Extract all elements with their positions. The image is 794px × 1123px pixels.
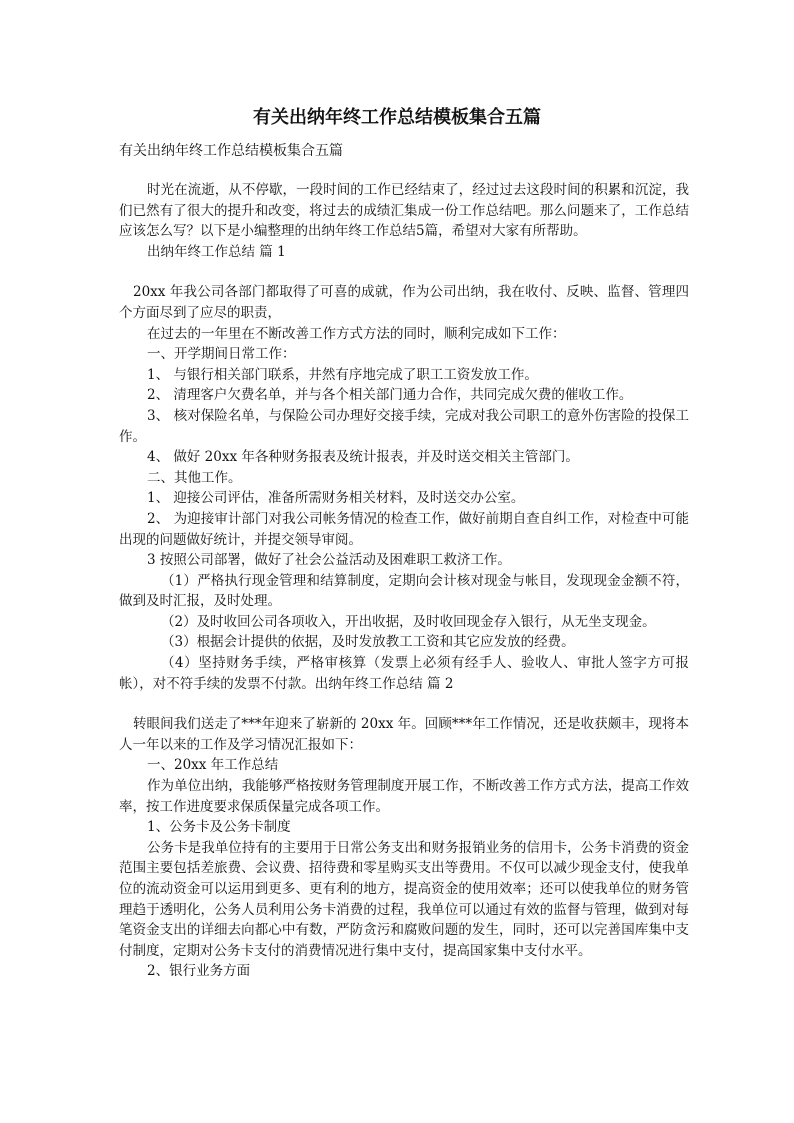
- list-item: （2）及时收回公司各项收入，开出收据，及时收回现金存入银行，从无坐支现金。: [161, 613, 656, 630]
- list-item: 2、 为迎接审计部门对我公司帐务情况的检查工作，做好前期自查自纠工作，对检查中可能出现的问题做好统计，并提交领导审阅。: [119, 510, 689, 548]
- subheading: 2、银行业务方面: [147, 963, 251, 980]
- list-item: 1、 迎接公司评估，准备所需财务相关材料，及时送交办公室。: [147, 490, 525, 507]
- spacer: [119, 694, 689, 714]
- list-item: （1）严格执行现金管理和结算制度，定期向会计核对现金与帐目，发现现金金额不符，做到及时汇报，及时处理。: [119, 572, 689, 610]
- list-item: 1、 与银行相关部门联系，井然有序地完成了职工工资发放工作。: [147, 366, 538, 383]
- list-item: （4）坚持财务手续，严格审核算（发票上必须有经手人、验收人、审批人签字方可报帐），对不符手续的发票不付款。出纳年终工作总结 篇 2: [119, 655, 689, 692]
- paragraph: 公务卡是我单位持有的主要用于日常公务支出和财务报销业务的信用卡，公务卡消费的资金范围主要包括差旅费、会议费、招待费和零星购买支出等费用。不仅可以减少现金支付，使我单位的流动资金可以运用到更多、更有利的地方，提高资金的使用效率；还可以使我单位的财务管理趋于透明化，公务人员利用公务卡消费的过程，我单位可以通过有效的监督与管理，做到对每笔资金支出的详细去向都心中有数，严防贪污和腐败问题的发生，同时，还可以完善国库集中支付制度，定期对公务卡支付的消费情况进行集中支付，提高国家集中支付水平。: [119, 839, 689, 959]
- list-item: 4、 做好 20xx 年各种财务报表及统计报表，并及时送交相关主管部门。: [147, 449, 579, 466]
- paragraph: 作为单位出纳，我能够严格按财务管理制度开展工作，不断改善工作方式方法，提高工作效率，按工作进度要求保质保量完成各项工作。: [119, 778, 689, 815]
- subheading: 1、公务卡及公务卡制度: [147, 819, 291, 836]
- paragraph: 在过去的一年里在不断改善工作方式方法的同时，顺利完成如下工作：: [147, 325, 566, 342]
- list-item: 3、 核对保险名单，与保险公司办理好交接手续，完成对我公司职工的意外伤害险的投保工作。: [119, 407, 689, 445]
- subheading: 二、其他工作。: [147, 469, 242, 486]
- list-item: 2、 清理客户欠费名单，并与各个相关部门通力合作，共同完成欠费的催收工作。: [147, 387, 633, 404]
- paragraph: 转眼间我们送走了***年迎来了崭新的 20xx 年。回顾***年工作情况，还是收获颇丰，现将本人一年以来的工作及学习情况汇报如下：: [119, 716, 689, 753]
- section-heading-1: 出纳年终工作总结 篇 1: [147, 243, 286, 260]
- paragraph: 20xx 年我公司各部门都取得了可喜的成就，作为公司出纳，我在收付、反映、监督、管理四个方面尽到了应尽的职责，: [119, 284, 689, 321]
- list-item: 3 按照公司部署，做好了社会公益活动及困难职工救济工作。: [147, 552, 511, 569]
- subheading: 一、开学期间日常工作：: [147, 346, 296, 363]
- document-title: 有关出纳年终工作总结模板集合五篇: [253, 107, 541, 128]
- document-subtitle: 有关出纳年终工作总结模板集合五篇: [119, 143, 343, 159]
- spacer: [119, 262, 689, 282]
- list-item: （3）根据会计提供的依据，及时发放教工工资和其它应发放的经费。: [161, 634, 575, 651]
- document-body: [119, 180, 689, 982]
- intro-paragraph: 时光在流逝，从不停歇，一段时间的工作已经结束了，经过过去这段时间的积累和沉淀，我们已然有了很大的提升和改变，将过去的成绩汇集成一份工作总结吧。那么问题来了，工作总结应该怎么写？以下是小编整理的出纳年终工作总结5篇，希望对大家有所帮助。: [119, 182, 689, 240]
- subheading: 一、20xx 年工作总结: [147, 757, 279, 774]
